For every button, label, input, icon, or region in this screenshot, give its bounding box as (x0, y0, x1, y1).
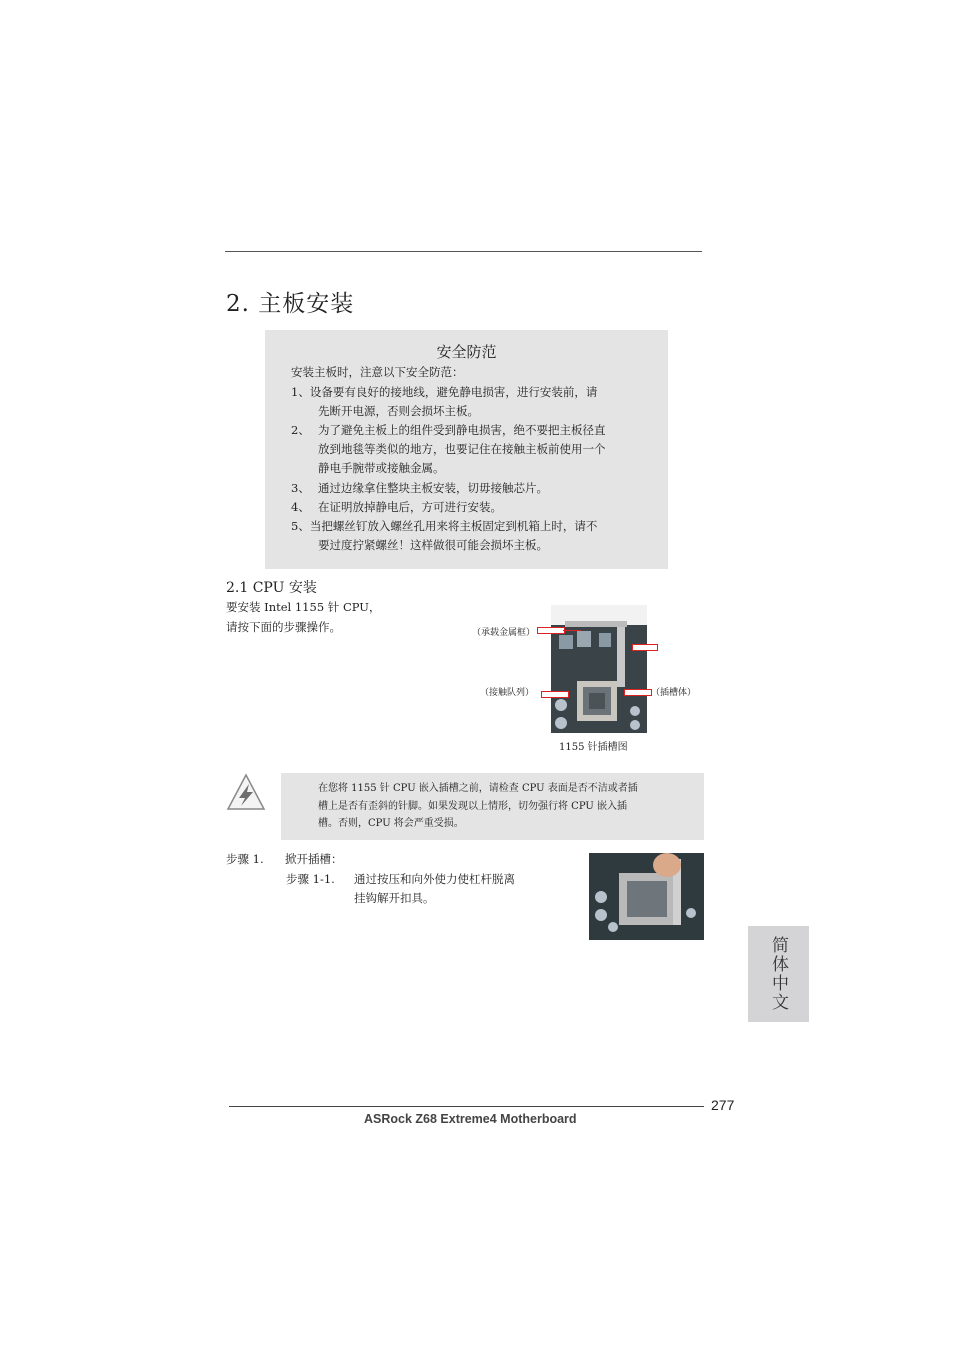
section-title: 2. 主板安装 (226, 291, 355, 317)
footer-rule (229, 1106, 704, 1107)
item-text: 设备要有良好的接地线，避免静电损害，进行安装前，请 (309, 385, 598, 399)
step1-label: 步骤 1. (226, 852, 264, 866)
label-socket-body: （插槽体） (651, 688, 697, 698)
safety-item-2-cont: 放到地毯等类似的地方，也要记住在接触主板前使用一个 (318, 442, 606, 456)
callout-load-plate (537, 627, 565, 634)
callout-line (563, 630, 581, 631)
safety-item-2-number: 2、 (291, 423, 310, 437)
safety-item-4-number: 4、 (291, 500, 310, 514)
header-rule (225, 251, 702, 252)
figure-caption: 1155 针插槽图 (559, 742, 628, 753)
warning-box (281, 773, 704, 840)
safety-item-5 (291, 517, 597, 537)
cpu-intro-line1: 要安装 Intel 1155 针 CPU， (226, 600, 381, 614)
footer-product: ASRock Z68 Extreme4 Motherboard (364, 1112, 577, 1126)
step1-illustration (589, 853, 704, 940)
safety-item-2-cont2: 静电手腕带或接触金属。 (318, 461, 445, 475)
safety-item-1-cont: 先断开电源，否则会损坏主板。 (318, 404, 479, 418)
cpu-intro-line2: 请按下面的步骤操作。 (226, 620, 341, 634)
warning-icon (225, 772, 267, 812)
step1-1-line1: 通过按压和向外使力使杠杆脱离 (354, 872, 515, 886)
callout-load-lever (632, 644, 658, 651)
step1-photo (589, 853, 704, 940)
safety-intro: 安装主板时，注意以下安全防范： (291, 365, 464, 379)
safety-item-1 (291, 383, 597, 403)
label-load-plate: （承载金属框） (472, 628, 536, 638)
warning-line2: 槽上是否有歪斜的针脚。如果发现以上情形，切勿强行将 CPU 嵌入插 (318, 801, 627, 812)
safety-item-4: 在证明放掉静电后，方可进行安装。 (318, 500, 502, 514)
label-contact-array: （接触队列） (480, 688, 535, 698)
safety-item-5-cont: 要过度拧紧螺丝！这样做很可能会损坏主板。 (318, 538, 548, 552)
safety-box (265, 330, 668, 569)
callout-socket-body (624, 689, 652, 696)
safety-item-3-number: 3、 (291, 481, 310, 495)
warning-line3: 槽。否则，CPU 将会严重受损。 (318, 818, 464, 829)
step1-1-line2: 挂钩解开扣具。 (354, 891, 435, 905)
safety-title: 安全防范 (436, 343, 497, 361)
step1-title: 掀开插槽： (285, 852, 343, 866)
safety-item-2: 为了避免主板上的组件受到静电损害，绝不要把主板径直 (318, 423, 606, 437)
warning-line1: 在您将 1155 针 CPU 嵌入插槽之前，请检查 CPU 表面是否不洁或者插 (318, 783, 638, 794)
page-number: 277 (711, 1097, 735, 1113)
item-number: 1、 (291, 385, 310, 399)
item-number: 5、 (291, 519, 310, 533)
socket-illustration (551, 605, 647, 733)
language-tab: 简体中文 (748, 926, 809, 1022)
item-text: 当把螺丝钉放入螺丝孔用来将主板固定到机箱上时，请不 (309, 519, 598, 533)
step1-1-label: 步骤 1-1. (286, 872, 335, 886)
cpu-heading: 2.1 CPU 安装 (226, 580, 317, 596)
callout-contact-array (541, 691, 569, 698)
safety-item-3: 通过边缘拿住整块主板安装，切毋接触芯片。 (318, 481, 548, 495)
socket-photo (551, 605, 647, 733)
